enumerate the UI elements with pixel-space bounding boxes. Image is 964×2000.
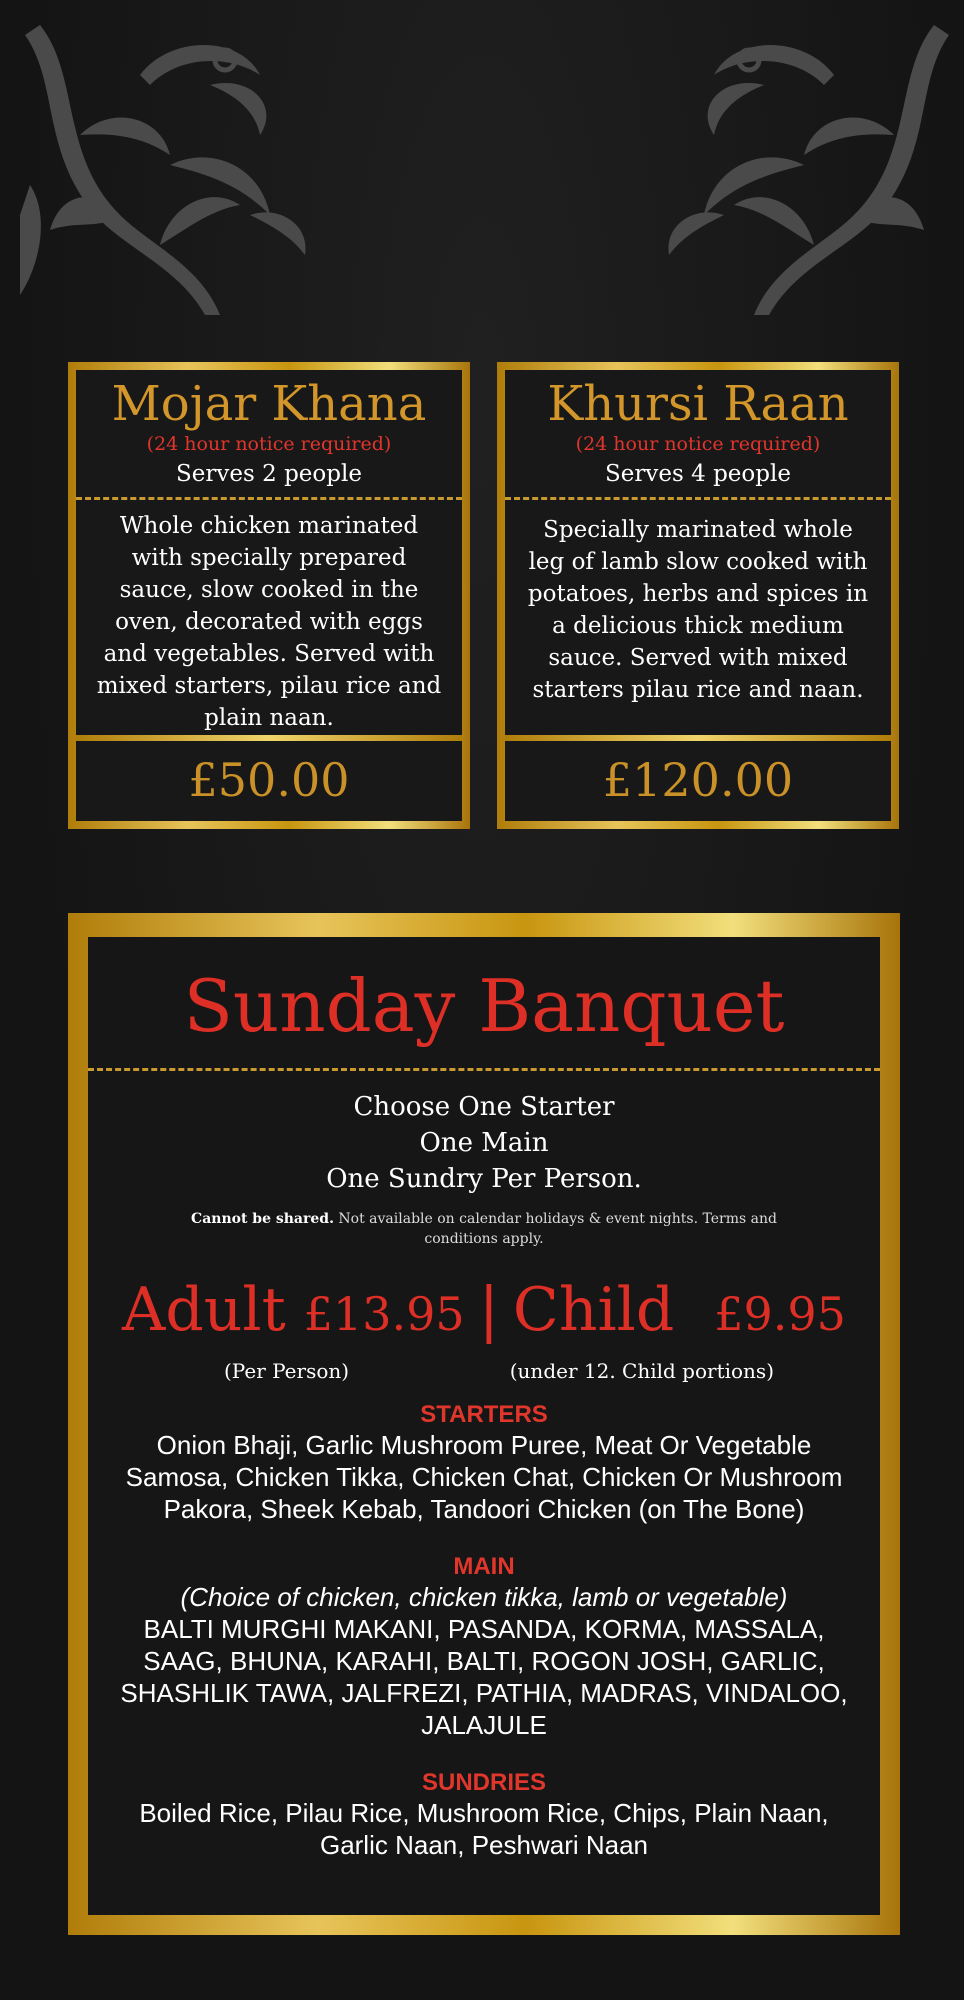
divider [505, 735, 891, 741]
starters-heading: STARTERS [420, 1401, 548, 1429]
choose-line: One Main [419, 1128, 549, 1159]
divider [76, 497, 462, 500]
choose-instructions [326, 1089, 642, 1197]
card-title: Mojar Khana [111, 376, 427, 432]
card-description: Specially marinated whole leg of lamb slow cooked with potatoes, herbs and spices in a delicious thick medium sauce. Served with mixed starters pilau rice and naan. [527, 516, 869, 703]
floral-ornament-icon [624, 15, 954, 315]
card-serves: Serves 4 people [605, 460, 791, 487]
card-title: Khursi Raan [547, 376, 849, 432]
price-notes [184, 1359, 784, 1383]
divider [505, 497, 891, 500]
main-list: BALTI MURGHI MAKANI, PASANDA, KORMA, MASSALA, SAAG, BHUNA, KARAHI, BALTI, ROGON JOSH, GARLIC, SHASHLIK TAWA, JALFREZI, PATHIA, MADRAS, VINDALOO, JALAJULE [120, 1614, 848, 1741]
card-notice: (24 hour notice required) [575, 432, 821, 455]
divider [88, 1068, 880, 1071]
price-row [122, 1275, 846, 1345]
sundries-heading: SUNDRIES [421, 1769, 547, 1797]
child-label: Child [512, 1275, 675, 1346]
starters-list: Onion Bhaji, Garlic Mushroom Puree, Meat Or Vegetable Samosa, Chicken Tikka, Chicken Chat, Chicken Or Mushroom Pakora, Sheek Kebab, Tandoori Chicken (on The Bone) [125, 1430, 843, 1525]
choose-line: One Sundry Per Person. [326, 1164, 642, 1195]
menu-card-mojar-khana [68, 362, 470, 829]
menu-card-khursi-raan [497, 362, 899, 829]
sunday-banquet-panel [68, 913, 900, 1935]
adult-label: Adult [122, 1275, 286, 1346]
terms-note-bold: Cannot be shared. [191, 1211, 334, 1228]
card-notice: (24 hour notice required) [146, 432, 392, 455]
price-separator: | [478, 1275, 499, 1346]
child-price: £9.95 [714, 1287, 846, 1342]
main-choice-note: (Choice of chicken, chicken tikka, lamb or vegetable) [180, 1582, 788, 1613]
card-price: £120.00 [602, 753, 794, 807]
choose-line: Choose One Starter [353, 1092, 615, 1123]
divider [76, 735, 462, 741]
terms-note [184, 1209, 784, 1249]
terms-note-text: Not available on calendar holidays & event nights. Terms and conditions apply. [333, 1211, 777, 1248]
card-serves: Serves 2 people [176, 460, 362, 487]
adult-note: (Per Person) [224, 1359, 350, 1384]
floral-ornament-icon [20, 15, 350, 315]
sundries-list: Boiled Rice, Pilau Rice, Mushroom Rice, Chips, Plain Naan, Garlic Naan, Peshwari Naan [139, 1798, 829, 1861]
main-heading: MAIN [453, 1553, 515, 1581]
banquet-title: Sunday Banquet [183, 964, 785, 1048]
card-description: Whole chicken marinated with specially prepared sauce, slow cooked in the oven, decorated with eggs and vegetables. Served with mixed starters, pilau rice and plain naan. [96, 512, 442, 731]
child-note: (under 12. Child portions) [509, 1359, 774, 1384]
card-price: £50.00 [188, 753, 350, 807]
adult-price: £13.95 [303, 1287, 465, 1342]
